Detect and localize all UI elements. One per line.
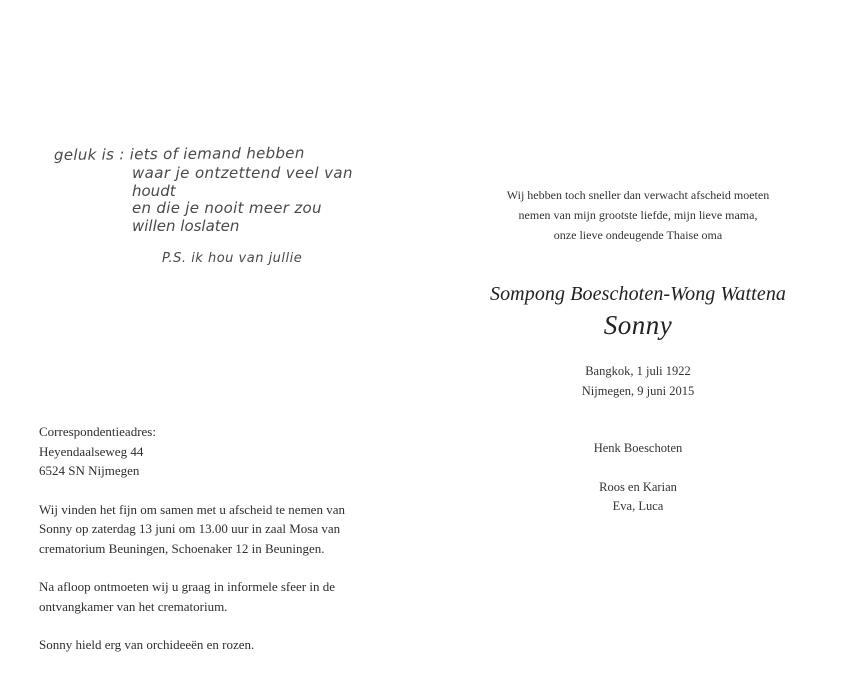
handwritten-line: waar je ontzettend veel van bbox=[132, 164, 353, 182]
handwritten-line: houdt bbox=[132, 182, 176, 200]
address-city: 6524 SN Nijmegen bbox=[39, 463, 140, 478]
reception-line: Na afloop ontmoeten wij u graag in informele sfeer in de bbox=[39, 579, 336, 594]
life-dates bbox=[430, 361, 846, 401]
ceremony-paragraph bbox=[39, 500, 399, 559]
handwritten-line: willen loslaten bbox=[132, 217, 240, 235]
ceremony-line: Wij vinden het fijn om samen met u afscheid te nemen van bbox=[39, 501, 345, 517]
ceremony-line: crematorium Beuningen, Schoenaker 12 in Beuningen. bbox=[39, 540, 325, 556]
ceremony-line: Sonny op zaterdag 13 juni om 13.00 uur in zaal Mosa van bbox=[39, 521, 341, 536]
family-grandchildren: Eva, Luca bbox=[612, 499, 664, 513]
correspondence-section bbox=[39, 422, 399, 655]
handwritten-line: geluk is : iets of iemand hebben bbox=[53, 143, 305, 164]
deceased-nickname: Sonny bbox=[603, 310, 673, 340]
handwriting-image bbox=[50, 140, 370, 275]
reception-line: ontvangkamer van het crematorium. bbox=[39, 598, 228, 614]
death-date: Nijmegen, 9 juni 2015 bbox=[581, 384, 695, 398]
announcement-line: nemen van mijn grootste liefde, mijn lieve mama, bbox=[518, 208, 758, 222]
birth-date: Bangkok, 1 juli 1922 bbox=[585, 364, 691, 378]
address-street: Heyendaalseweg 44 bbox=[39, 443, 144, 459]
family-children: Roos en Karian bbox=[599, 480, 677, 494]
flowers-paragraph bbox=[39, 635, 399, 655]
family-husband: Henk Boeschoten bbox=[593, 441, 683, 455]
handwritten-line: P.S. ik hou van jullie bbox=[162, 251, 303, 266]
reception-paragraph bbox=[39, 577, 399, 616]
flowers-line: Sonny hield erg van orchideeën en rozen. bbox=[39, 637, 255, 652]
family-names bbox=[430, 439, 846, 516]
announcement-text bbox=[430, 185, 846, 245]
address-block bbox=[39, 422, 399, 481]
handwritten-line: en die je nooit meer zou bbox=[132, 199, 322, 217]
announcement-panel bbox=[430, 0, 846, 689]
announcement-line: onze lieve ondeugende Thaise oma bbox=[553, 228, 723, 242]
deceased-full-name: Sompong Boeschoten-Wong Wattena bbox=[489, 283, 787, 305]
address-label: Correspondentieadres: bbox=[39, 424, 156, 439]
handwritten-poem bbox=[50, 140, 370, 275]
announcement-line: Wij hebben toch sneller dan verwacht afscheid moeten bbox=[506, 188, 770, 202]
